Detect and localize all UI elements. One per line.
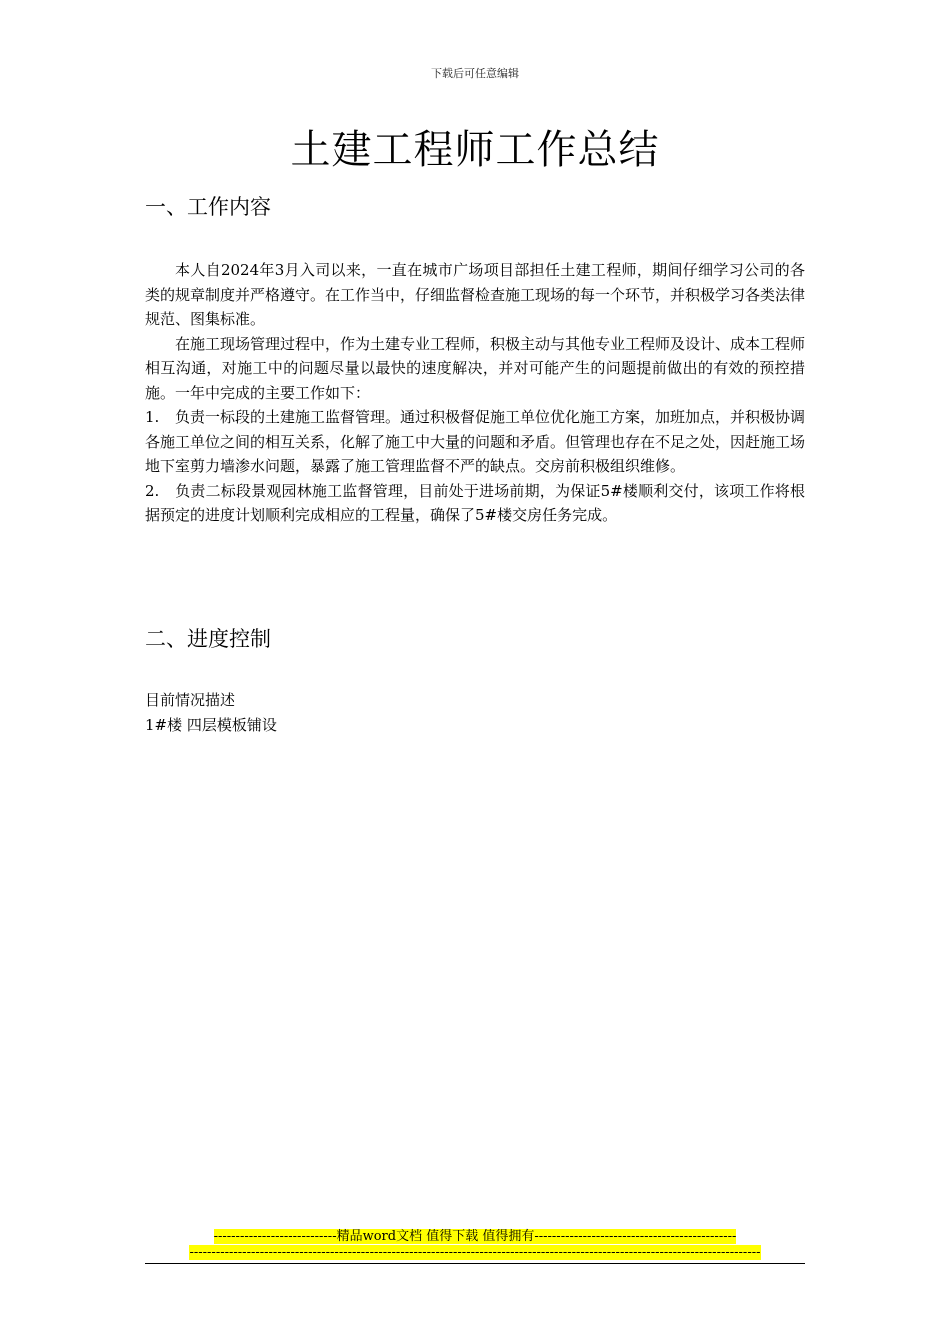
page-header-note: 下载后可任意编辑 (431, 67, 519, 80)
list-item-2 (145, 479, 805, 528)
paragraph-site-management: 在施工现场管理过程中，作为土建专业工程师，积极主动与其他专业工程师及设计、成本工程师相互沟通，对施工中的问题尽量以最快的速度解决，并对可能产生的问题提前做出的有效的预控措施。一年中完成的主要工作如下： (145, 334, 806, 402)
section-work-content-body (145, 258, 805, 528)
progress-line-building: 1#楼 四层模板铺设 (145, 715, 277, 734)
progress-line-status: 目前情况描述 (145, 691, 236, 709)
section-progress-control-body (145, 688, 805, 737)
footer-banner-line-2 (0, 1245, 950, 1261)
footer-banner-dashes: ---------------------------------------------------------------------------------------------------------------------------------- (189, 1245, 761, 1260)
footer-banner-text: ----------------------------精品word文档 值得下载 值得拥有---------------------------------------------- (213, 1229, 737, 1244)
list-number: 1. (145, 408, 160, 426)
document-title: 土建工程师工作总结 (290, 127, 660, 173)
list-item-text: 负责一标段的土建施工监督管理。通过积极督促施工单位优化施工方案，加班加点，并积极协调各施工单位之间的相互关系，化解了施工中大量的问题和矛盾。但管理也存在不足之处，因赶施工场地下室剪力墙渗水问题，暴露了施工管理监督不严的缺点。交房前积极组织维修。 (145, 408, 806, 475)
footer-divider (145, 1263, 805, 1264)
list-number: 2. (145, 481, 160, 500)
list-item-1 (145, 405, 805, 479)
footer-banner-line-1 (0, 1229, 950, 1245)
section-heading-work-content: 一、工作内容 (145, 195, 271, 219)
paragraph-intro: 本人自2024年3月入司以来，一直在城市广场项目部担任土建工程师，期间仔细学习公司的各类的规章制度并严格遵守。在工作当中，仔细监督检查施工现场的每一个环节，并积极学习各类法律规范、图集标准。 (145, 261, 806, 328)
section-heading-progress-control: 二、进度控制 (145, 627, 271, 651)
list-item-text: 负责二标段景观园林施工监督管理，目前处于进场前期，为保证5#楼顺利交付，该项工作将根据预定的进度计划顺利完成相应的工程量，确保了5#楼交房任务完成。 (145, 481, 805, 524)
